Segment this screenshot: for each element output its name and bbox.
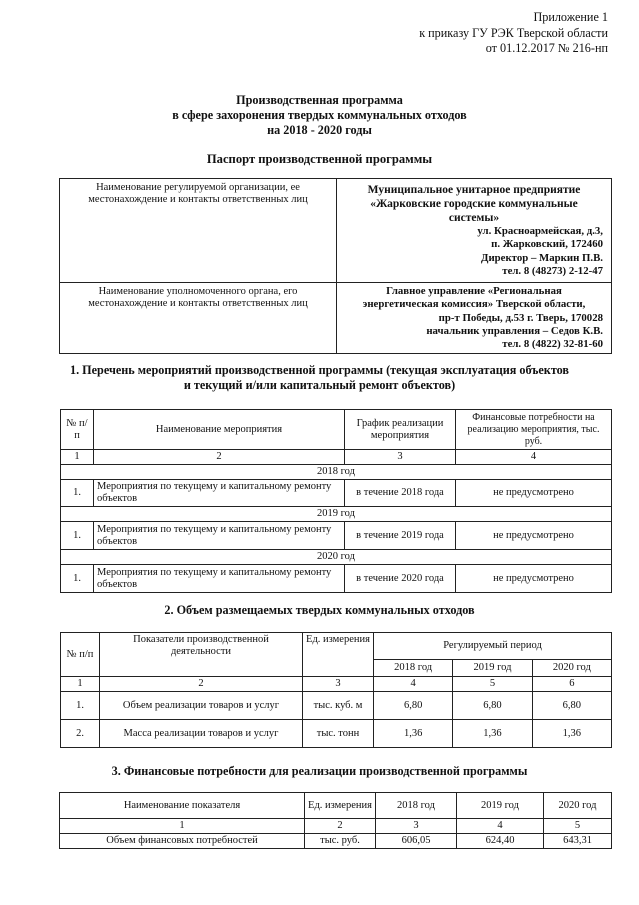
s1-colnum-2: 2	[94, 450, 345, 465]
s2-row-name: Объем реализации товаров и услуг	[100, 692, 303, 720]
s3-colnum-2: 2	[305, 819, 376, 834]
s1-header-finance: Финансовые потребности на реализацию мероприятия, тыс. руб.	[456, 410, 612, 450]
s1-header-name: Наименование мероприятия	[94, 410, 345, 450]
section1-heading-line2: и текущий и/или капитальный ремонт объектов)	[183, 378, 456, 392]
section1-header-row	[61, 410, 612, 450]
s2-colnum-1: 1	[61, 677, 100, 692]
appendix-line3: от 01.12.2017 № 216-нп	[485, 41, 608, 55]
s2-header-period: Регулируемый период	[374, 633, 612, 660]
s2-colnum-2: 2	[100, 677, 303, 692]
s2-colnum-3: 3	[303, 677, 374, 692]
passport-authority-label	[60, 283, 337, 354]
s2-header-num: № п/п	[61, 633, 100, 677]
s1-colnum-3: 3	[345, 450, 456, 465]
passport-authority-value	[337, 283, 612, 354]
s1-row-num: 1.	[61, 522, 94, 550]
authority-phone: тел. 8 (4822) 32-81-60	[502, 338, 603, 351]
s2-row-unit: тыс. тонн	[303, 720, 374, 748]
authority-head: начальник управления – Седов К.В.	[426, 324, 603, 337]
s2-header-2020: 2020 год	[532, 660, 611, 677]
section3-heading: 3. Финансовые потребности для реализации производственной программы	[111, 764, 528, 778]
s1-colnum-4: 4	[456, 450, 612, 465]
org-name-line2: «Жарковские городские коммунальные	[370, 197, 578, 210]
section1-table	[60, 409, 612, 593]
s1-row-finance: не предусмотрено	[456, 480, 612, 507]
s1-row-name: Мероприятия по текущему и капитальному ремонту объектов	[94, 480, 345, 507]
org-label-line2: местонахождение и контакты ответственных лиц	[88, 194, 308, 205]
s3-row-name: Объем финансовых потребностей	[60, 834, 305, 849]
s2-colnum-4: 4	[374, 677, 453, 692]
authority-name-line2: энергетическая комиссия» Тверской области,	[362, 298, 586, 311]
passport-org-value	[337, 179, 612, 283]
s2-header-2018: 2018 год	[374, 660, 453, 677]
s2-row-num: 1.	[61, 692, 100, 720]
section1-colnum-row	[61, 450, 612, 465]
s2-row-2019: 1,36	[453, 720, 532, 748]
section1-heading	[0, 363, 639, 393]
section2-table	[60, 632, 612, 748]
s2-colnum-5: 5	[453, 677, 532, 692]
s2-header-unit: Ед. измерения	[303, 633, 374, 677]
s3-colnum-1: 1	[60, 819, 305, 834]
section2-heading: 2. Объем размещаемых твердых коммунальных отходов	[164, 603, 475, 617]
section1-table-row	[61, 565, 612, 593]
s2-colnum-6: 6	[532, 677, 611, 692]
section2-table-row	[61, 692, 612, 720]
section1-year-row	[61, 550, 612, 565]
s2-row-2018: 6,80	[374, 692, 453, 720]
section1-table-row	[61, 480, 612, 507]
s3-row-2019: 624,40	[457, 834, 544, 849]
title-line2: в сфере захоронения твердых коммунальных отходов	[172, 108, 467, 122]
section3-colnum-row	[60, 819, 612, 834]
section1-year-row	[61, 507, 612, 522]
appendix-line1: Приложение 1	[533, 10, 608, 24]
passport-heading: Паспорт производственной программы	[206, 152, 433, 166]
org-phone: тел. 8 (48273) 2-12-47	[502, 264, 603, 277]
s2-row-2018: 1,36	[374, 720, 453, 748]
org-address-line1: ул. Красноармейская, д.3,	[477, 224, 603, 237]
s3-header-2018: 2018 год	[376, 793, 457, 819]
passport-row-organization	[60, 179, 612, 283]
s2-row-unit: тыс. куб. м	[303, 692, 374, 720]
s3-header-unit: Ед. измерения	[305, 793, 376, 819]
s1-colnum-1: 1	[61, 450, 94, 465]
org-name-line3: системы»	[448, 211, 500, 224]
appendix-line2: к приказу ГУ РЭК Тверской области	[419, 25, 608, 40]
s3-row-2018: 606,05	[376, 834, 457, 849]
passport-org-label	[60, 179, 337, 283]
s1-year-label: 2019 год	[61, 507, 612, 522]
title-line3: на 2018 - 2020 годы	[267, 123, 372, 137]
s1-row-name: Мероприятия по текущему и капитальному ремонту объектов	[94, 522, 345, 550]
s2-header-2019: 2019 год	[453, 660, 532, 677]
org-address-line2: п. Жарковский, 172460	[491, 238, 603, 251]
document-title	[0, 93, 639, 138]
s2-row-name: Масса реализации товаров и услуг	[100, 720, 303, 748]
s3-header-2020: 2020 год	[544, 793, 612, 819]
org-label-line1: Наименование регулируемой организации, ее	[96, 182, 300, 193]
s1-header-num: № п/п	[61, 410, 94, 450]
section1-year-row	[61, 465, 612, 480]
section3-table	[59, 792, 612, 849]
s1-header-schedule: График реализации мероприятия	[345, 410, 456, 450]
s2-row-2020: 1,36	[532, 720, 611, 748]
section2-table-row	[61, 720, 612, 748]
authority-address: пр-т Победы, д.53 г. Тверь, 170028	[438, 311, 603, 324]
s2-row-2020: 6,80	[532, 692, 611, 720]
s1-row-finance: не предусмотрено	[456, 565, 612, 593]
authority-name-line1: Главное управление «Региональная	[386, 285, 562, 297]
section3-header-row	[60, 793, 612, 819]
section1-heading-line1: 1. Перечень мероприятий производственной программы (текущая эксплуатация объектов	[69, 363, 570, 377]
s1-row-schedule: в течение 2019 года	[345, 522, 456, 550]
authority-label-line1: Наименование уполномоченного органа, его	[98, 286, 298, 297]
section2-colnum-row	[61, 677, 612, 692]
title-line1: Производственная программа	[236, 93, 403, 107]
s2-header-indicator: Показатели производственной деятельности	[100, 633, 303, 677]
authority-label-line2: местонахождение и контакты ответственных лиц	[88, 298, 308, 309]
s1-row-schedule: в течение 2020 года	[345, 565, 456, 593]
s3-row-unit: тыс. руб.	[305, 834, 376, 849]
s1-row-num: 1.	[61, 565, 94, 593]
org-director: Директор – Маркин П.В.	[481, 251, 603, 264]
s1-year-label: 2020 год	[61, 550, 612, 565]
passport-table	[59, 178, 612, 354]
org-name-line1: Муниципальное унитарное предприятие	[367, 183, 581, 196]
s1-row-name: Мероприятия по текущему и капитальному ремонту объектов	[94, 565, 345, 593]
s1-row-schedule: в течение 2018 года	[345, 480, 456, 507]
s2-row-2019: 6,80	[453, 692, 532, 720]
passport-row-authority	[60, 283, 612, 354]
appendix-header	[419, 10, 608, 57]
s2-row-num: 2.	[61, 720, 100, 748]
s3-header-name: Наименование показателя	[60, 793, 305, 819]
s3-header-2019: 2019 год	[457, 793, 544, 819]
section3-table-row	[60, 834, 612, 849]
s3-colnum-3: 3	[376, 819, 457, 834]
s3-colnum-5: 5	[544, 819, 612, 834]
s1-row-num: 1.	[61, 480, 94, 507]
section2-header-row	[61, 633, 612, 660]
s3-colnum-4: 4	[457, 819, 544, 834]
s1-row-finance: не предусмотрено	[456, 522, 612, 550]
s1-year-label: 2018 год	[61, 465, 612, 480]
s3-row-2020: 643,31	[544, 834, 612, 849]
section1-table-row	[61, 522, 612, 550]
